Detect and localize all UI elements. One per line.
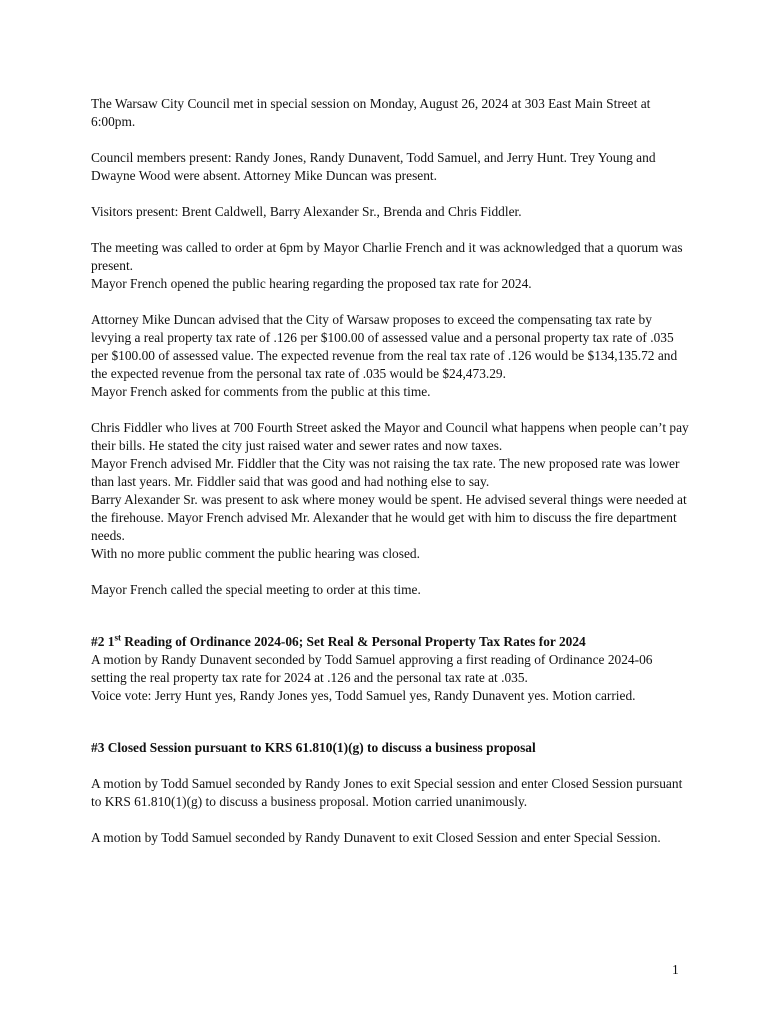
attorney-advice-paragraph: Attorney Mike Duncan advised that the City of Warsaw proposes to exceed the compensating tax rate by levying a real property tax rate of .126 per $100.00 of assessed value and a personal property tax rate of .035 per $100.00 of assessed value. The expected revenue from the real tax rate of .126 would be $134,135.72 and the expected revenue from the personal tax rate of .035 would be $24,473.29.	[91, 312, 678, 381]
section-3-motion-2: A motion by Todd Samuel seconded by Randy Dunavent to exit Closed Session and enter Special Session.	[91, 830, 661, 845]
public-hearing-open-line: Mayor French opened the public hearing regarding the proposed tax rate for 2024.	[91, 276, 532, 291]
page-number: 1	[672, 962, 679, 977]
ordinal-suffix: st	[114, 632, 121, 643]
visitors-present-paragraph: Visitors present: Brent Caldwell, Barry Alexander Sr., Brenda and Chris Fiddler.	[91, 204, 522, 219]
section-2-title: Reading of Ordinance 2024-06; Set Real & Personal Property Tax Rates for 2024	[120, 634, 586, 649]
section-3-motion-1: A motion by Todd Samuel seconded by Randy Jones to exit Special session and enter Closed Session pursuant to KRS 61.810(1)(g) to discuss a business proposal. Motion carried unanimously.	[91, 776, 683, 809]
hearing-closed-line: With no more public comment the public hearing was closed.	[91, 546, 420, 561]
special-meeting-order-line: Mayor French called the special meeting to order at this time.	[91, 582, 421, 597]
section-2-number: #2 1	[91, 634, 115, 649]
section-3-heading: #3 Closed Session pursuant to KRS 61.810(1)(g) to discuss a business proposal	[91, 740, 536, 755]
public-comments-line: Mayor French asked for comments from the public at this time.	[91, 384, 431, 399]
alexander-comment-paragraph: Barry Alexander Sr. was present to ask where money would be spent. He advised several things were needed at the firehouse. Mayor French advised Mr. Alexander that he would get with him to discuss the fire department needs.	[91, 492, 687, 543]
section-2-vote: Voice vote: Jerry Hunt yes, Randy Jones yes, Todd Samuel yes, Randy Dunavent yes. Motion carried.	[91, 688, 636, 703]
section-2-motion: A motion by Randy Dunavent seconded by Todd Samuel approving a first reading of Ordinance 2024-06 setting the real property tax rate for 2024 at .126 and the personal tax rate at .035.	[91, 652, 653, 685]
meeting-intro-paragraph: The Warsaw City Council met in special session on Monday, August 26, 2024 at 303 East Main Street at 6:00pm.	[91, 96, 651, 129]
section-2-heading	[91, 633, 691, 651]
mayor-response-paragraph: Mayor French advised Mr. Fiddler that the City was not raising the tax rate. The new proposed rate was lower than last years. Mr. Fiddler said that was good and had nothing else to say.	[91, 456, 680, 489]
call-to-order-paragraph: The meeting was called to order at 6pm by Mayor Charlie French and it was acknowledged that a quorum was present.	[91, 240, 683, 273]
minutes-body	[91, 95, 691, 847]
fiddler-comment-paragraph: Chris Fiddler who lives at 700 Fourth Street asked the Mayor and Council what happens when people can’t pay their bills. He stated the city just raised water and sewer rates and now taxes.	[91, 420, 689, 453]
members-present-paragraph: Council members present: Randy Jones, Randy Dunavent, Todd Samuel, and Jerry Hunt. Trey Young and Dwayne Wood were absent. Attorney Mike Duncan was present.	[91, 150, 656, 183]
